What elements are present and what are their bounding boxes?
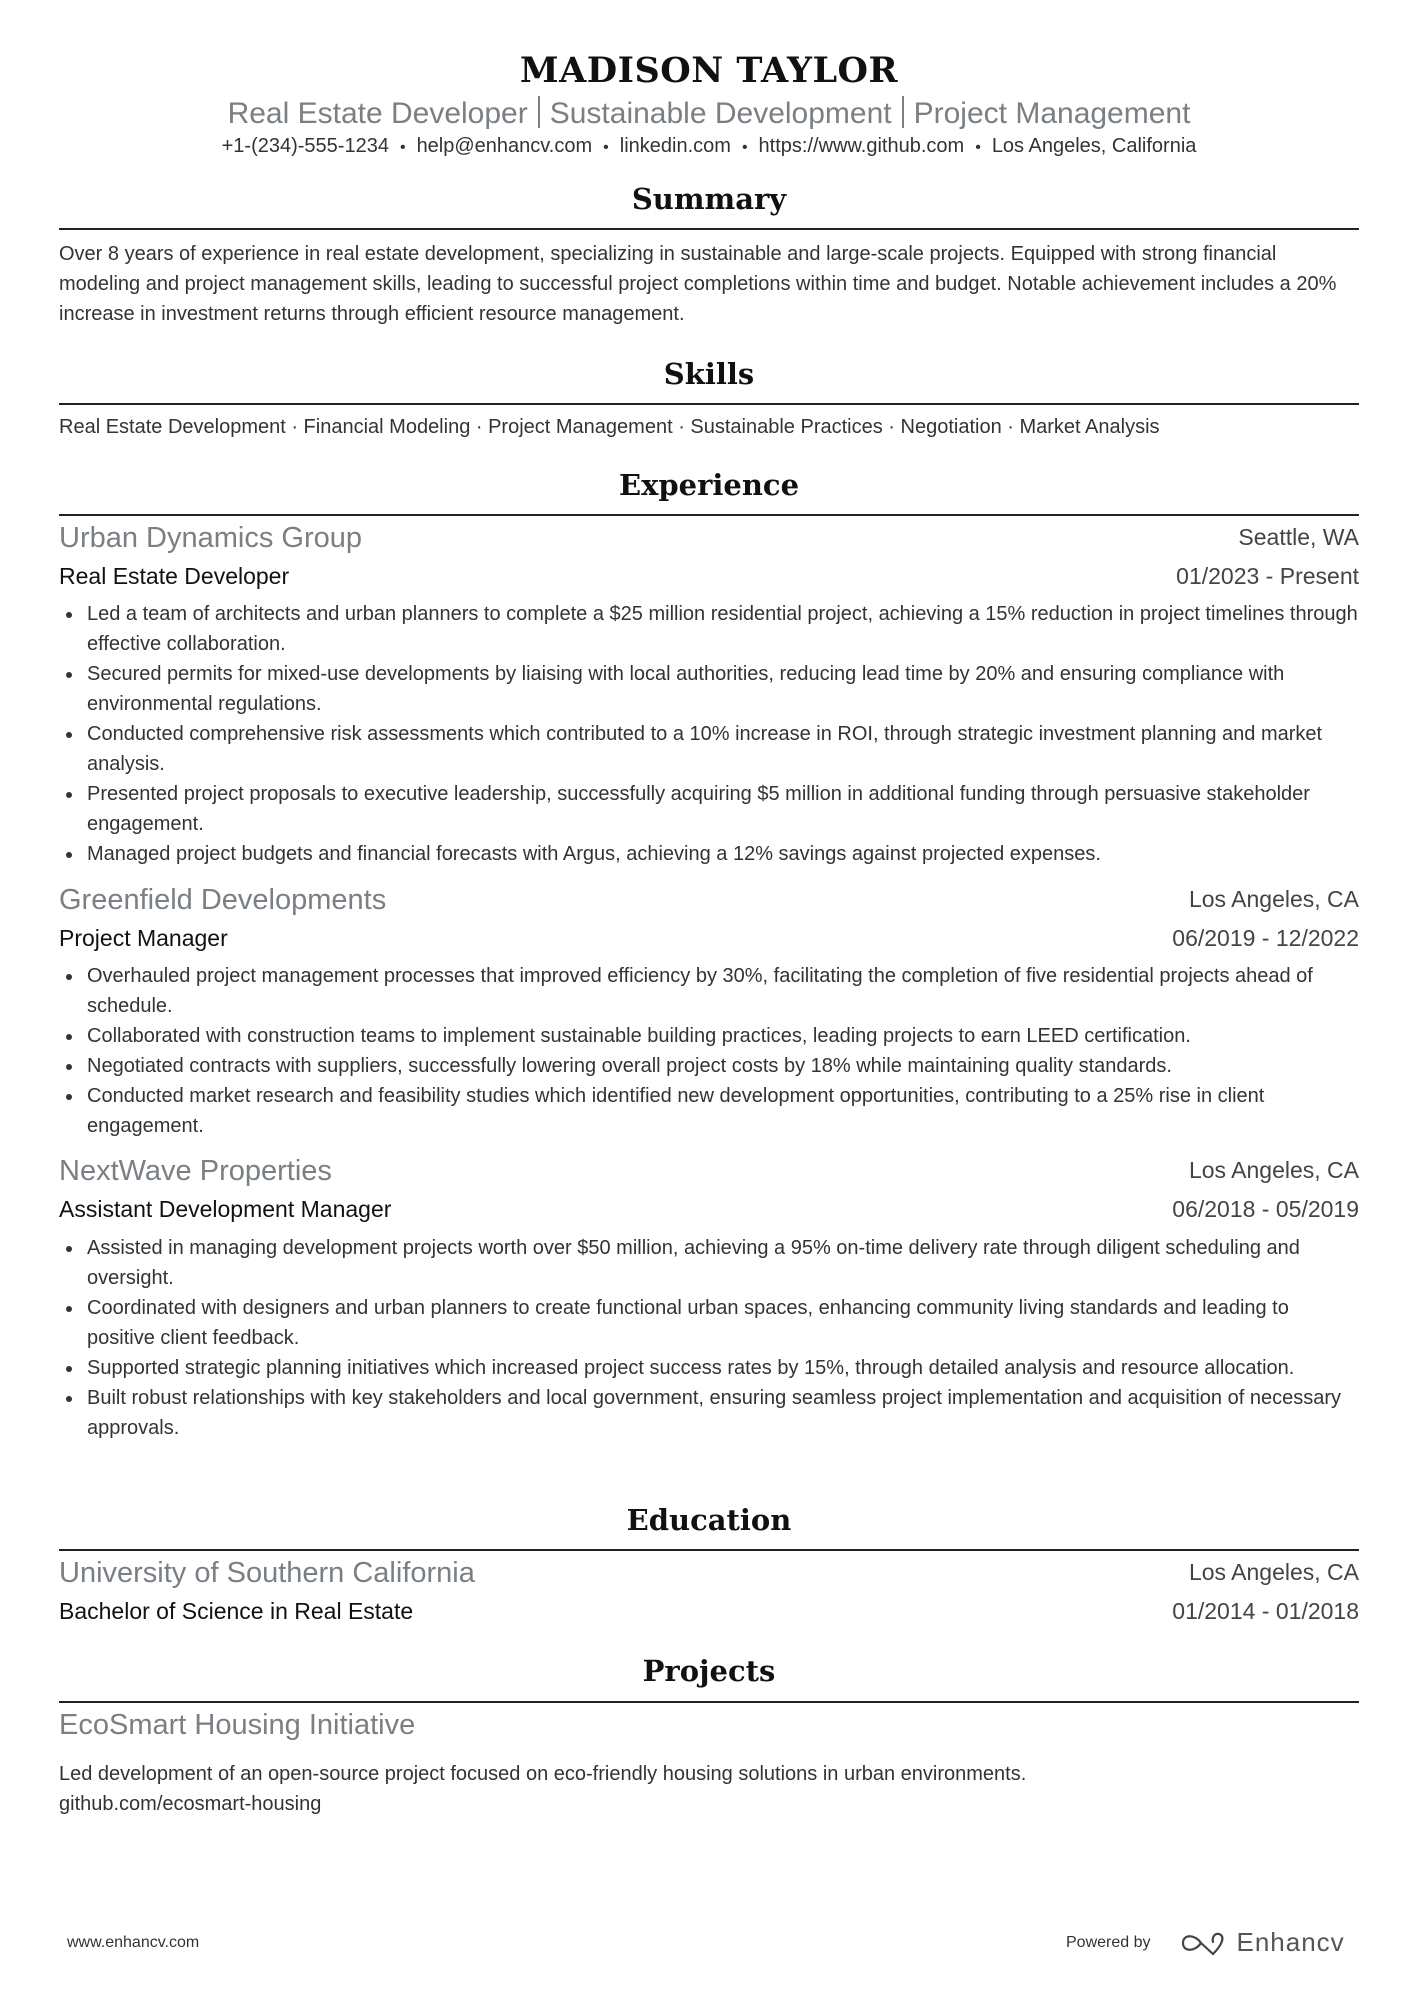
bullet-item: Led a team of architects and urban planners to complete a $25 million residential project, achieving a 15% reduction in project timelines through effective collaboration. xyxy=(59,599,1359,659)
enhancv-logo[interactable] xyxy=(1179,1927,1345,1958)
powered-by-label: Powered by xyxy=(1066,1933,1151,1951)
section-divider xyxy=(59,1549,1359,1551)
summary-text: Over 8 years of experience in real estate development, specializing in sustainable and large-scale projects. Equipped with strong financial modeling and project management skills, leading to successful project completions within time and budget. Notable achievement includes a 20% increase in investment returns through efficient resource management. xyxy=(59,243,1337,325)
school-name: University of Southern California xyxy=(59,1557,475,1589)
job-location: Los Angeles, CA xyxy=(1188,886,1359,912)
job-bullets xyxy=(59,1233,1359,1443)
section-divider xyxy=(59,514,1359,516)
company-name: Greenfield Developments xyxy=(59,884,387,916)
bullet-item: Overhauled project management processes that improved efficiency by 30%, facilitating the completion of five residential projects ahead of schedule. xyxy=(59,961,1359,1021)
job-dates: 06/2018 - 05/2019 xyxy=(1172,1196,1359,1222)
bullet-item: Conducted comprehensive risk assessments which contributed to a 10% increase in ROI, through strategic investment planning and market analysis. xyxy=(59,719,1359,779)
bullet-separator: • xyxy=(603,139,609,156)
bullet-item: Secured permits for mixed-use developments by liaising with local authorities, reducing lead time by 20% and ensuring compliance with environmental regulations. xyxy=(59,659,1359,719)
bullet-separator: • xyxy=(399,139,406,156)
job-dates: 06/2019 - 12/2022 xyxy=(1172,925,1359,951)
footer-website[interactable]: www.enhancv.com xyxy=(67,1934,200,1951)
skills-list: Real Estate Development · Financial Modeling · Project Management · Sustainable Practices · Negotiation · Market Analysis xyxy=(59,416,1160,438)
location: Los Angeles, California xyxy=(991,135,1197,157)
job-title: Real Estate Developer xyxy=(59,563,290,589)
section-title-summary: Summary xyxy=(631,182,787,216)
divider xyxy=(538,96,540,128)
job-dates: 01/2023 - Present xyxy=(1176,563,1359,589)
job-title: Assistant Development Manager xyxy=(59,1196,392,1222)
bullet-item: Coordinated with designers and urban planners to create functional urban spaces, enhancing community living standards and leading to positive client feedback. xyxy=(59,1293,1359,1353)
phone: +1-(234)-555-1234 xyxy=(221,135,389,157)
section-title-skills: Skills xyxy=(663,357,755,391)
bullet-item: Assisted in managing development projects worth over $50 million, achieving a 95% on-time delivery rate through diligent scheduling and oversight. xyxy=(59,1233,1359,1293)
job-location: Los Angeles, CA xyxy=(1188,1157,1359,1183)
section-title-projects: Projects xyxy=(642,1654,776,1688)
project-link[interactable]: github.com/ecosmart-housing xyxy=(59,1793,322,1815)
footer-branding xyxy=(1066,1927,1345,1958)
contact-line xyxy=(59,135,1359,158)
headline xyxy=(59,96,1359,131)
headline-item: Project Management xyxy=(913,97,1191,130)
job-bullets xyxy=(59,961,1359,1141)
section-divider xyxy=(59,1701,1359,1703)
github-link[interactable]: https://www.github.com xyxy=(758,135,965,157)
bullet-separator: • xyxy=(741,139,748,156)
section-title-experience: Experience xyxy=(618,468,800,502)
school-location: Los Angeles, CA xyxy=(1188,1559,1359,1585)
degree: Bachelor of Science in Real Estate xyxy=(59,1598,414,1624)
linkedin-link[interactable]: linkedin.com xyxy=(619,135,731,157)
project-description: Led development of an open-source project focused on eco-friendly housing solutions in urban environments. xyxy=(59,1763,1027,1785)
company-name: Urban Dynamics Group xyxy=(59,522,362,554)
bullet-item: Supported strategic planning initiatives which increased project success rates by 15%, through detailed analysis and resource allocation. xyxy=(59,1353,1359,1383)
education-dates: 01/2014 - 01/2018 xyxy=(1172,1598,1359,1624)
job-location: Seattle, WA xyxy=(1238,524,1359,550)
candidate-name: MADISON TAYLOR xyxy=(519,50,899,91)
headline-item: Sustainable Development xyxy=(549,97,892,130)
divider xyxy=(902,96,904,128)
project-name: EcoSmart Housing Initiative xyxy=(59,1709,416,1741)
bullet-item: Presented project proposals to executive leadership, successfully acquiring $5 million in additional funding through persuasive stakeholder engagement. xyxy=(59,779,1359,839)
email-link[interactable]: help@enhancv.com xyxy=(416,135,593,157)
section-divider xyxy=(59,228,1359,230)
company-name: NextWave Properties xyxy=(59,1155,332,1187)
brand-name: Enhancv xyxy=(1236,1927,1345,1957)
section-title-education: Education xyxy=(626,1503,792,1537)
bullet-separator: • xyxy=(975,139,981,156)
bullet-item: Built robust relationships with key stakeholders and local government, ensuring seamless project implementation and acquisition of necessary approvals. xyxy=(59,1383,1359,1443)
bullet-item: Collaborated with construction teams to implement sustainable building practices, leading projects to earn LEED certification. xyxy=(59,1021,1359,1051)
job-title: Project Manager xyxy=(59,925,228,951)
enhancv-logo-icon xyxy=(1179,1930,1227,1956)
bullet-item: Negotiated contracts with suppliers, successfully lowering overall project costs by 18% while maintaining quality standards. xyxy=(59,1051,1359,1081)
job-bullets xyxy=(59,599,1359,869)
bullet-item: Conducted market research and feasibility studies which identified new development opportunities, contributing to a 25% rise in client engagement. xyxy=(59,1081,1359,1141)
section-divider xyxy=(59,403,1359,405)
bullet-item: Managed project budgets and financial forecasts with Argus, achieving a 12% savings against projected expenses. xyxy=(59,839,1359,869)
headline-item: Real Estate Developer xyxy=(227,97,528,130)
